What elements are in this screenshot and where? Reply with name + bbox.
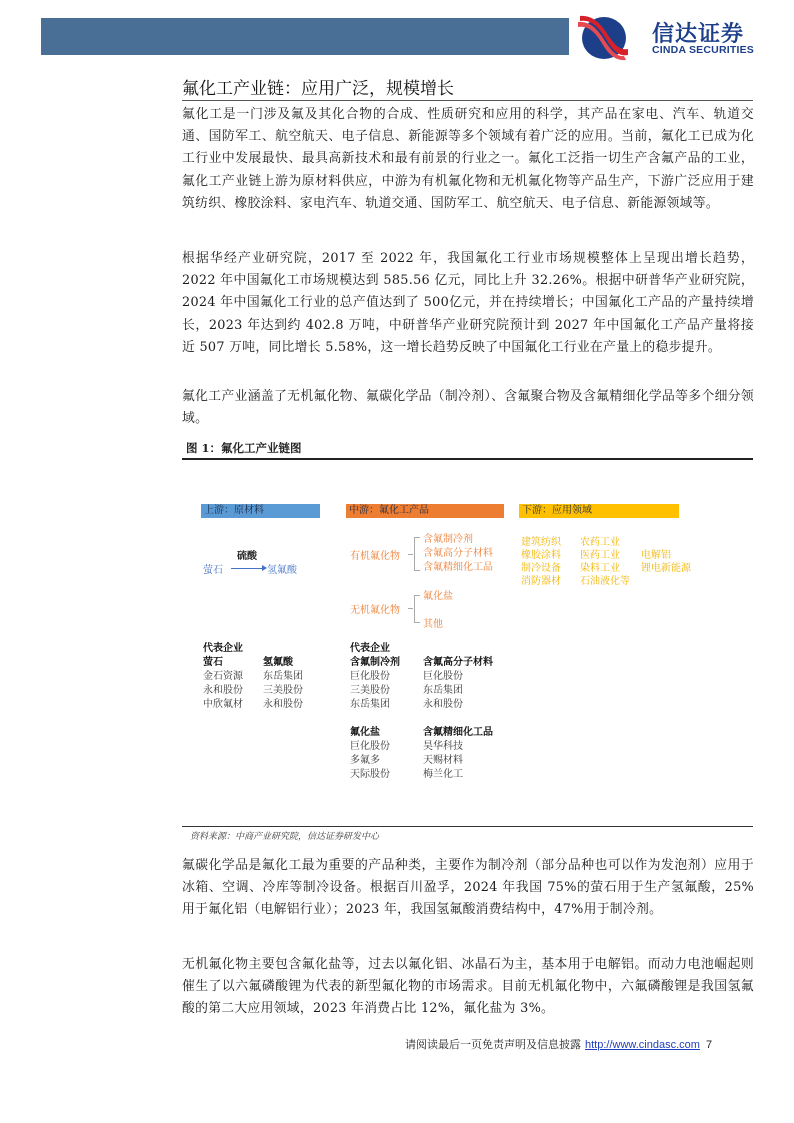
downstream-item: 制冷设备: [521, 563, 561, 574]
company-name: 永和股份: [423, 699, 463, 710]
downstream-item: 农药工业: [580, 537, 620, 548]
paragraph-market-size: 根据华经产业研究院，2017 至 2022 年，我国氟化工行业市场规模整体上呈现出增长趋势，2022 年中国氟化工市场规模达到 585.56 亿元，同比上升 32.26%。根据中研普华产业研究院，2024 年中国氟化工行业的总产值达到了 500亿元，并在持续增长；中国氟化工产品的产量持续增长，2023 年达到约 402.8 万吨，中研普华产业研究院预计到 2027 年中国氟化工产品产量将接近 507 万吨，同比增长 5.58%，这一增长趋势反映了中国氟化工行业在产量上的稳步提升。: [182, 251, 754, 355]
company-name: 三美股份: [350, 685, 390, 696]
logo-english-text: CINDA SECURITIES: [652, 44, 754, 56]
downstream-band: 下游：应用领域: [519, 504, 679, 518]
downstream-item: 橡胶涂料: [521, 550, 561, 561]
inorganic-item: 氟化盐: [423, 591, 453, 602]
industry-chain-diagram: [195, 500, 715, 800]
page-footer: [405, 1036, 712, 1052]
connector: [408, 608, 413, 609]
downstream-item: 石油液化等: [580, 576, 630, 587]
companies-header-upstream: 代表企业: [203, 643, 243, 654]
bracket: [414, 537, 420, 571]
title-divider: [182, 100, 753, 101]
company-name: 金石资源: [203, 671, 243, 682]
company-name: 梅兰化工: [423, 769, 463, 780]
downstream-item: 锂电新能源: [641, 563, 691, 574]
company-column: [423, 656, 493, 712]
cinda-logo-mark-icon: [578, 15, 628, 61]
company-name: 东岳集团: [263, 671, 303, 682]
company-name: 巨化股份: [350, 741, 390, 752]
organic-item: 含氟高分子材料: [423, 548, 493, 559]
company-name: 天赐材料: [423, 755, 463, 766]
companies-header-midstream: 代表企业: [350, 643, 390, 654]
company-name: 巨化股份: [423, 671, 463, 682]
company-name: 永和股份: [263, 699, 303, 710]
company-column-title: 氢氟酸: [263, 657, 293, 668]
company-name: 永和股份: [203, 685, 243, 696]
paragraph-fluorocarbons: 氟碳化学品是氟化工最为重要的产品种类，主要作为制冷剂（部分品种也可以作为发泡剂）应用于冰箱、空调、冷库等制冷设备。根据百川盈孚，2024 年我国 75%的萤石用于生产氢氟酸，25%用于氟化铝（电解铝行业）；2023 年，我国氢氟酸消费结构中，47%用于制冷剂。: [182, 858, 754, 918]
company-column-title: 含氟制冷剂: [350, 657, 400, 668]
company-name: 东岳集团: [350, 699, 390, 710]
downstream-item: 染料工业: [580, 563, 620, 574]
company-column-title: 萤石: [203, 657, 223, 668]
company-column-title: 氟化盐: [350, 727, 380, 738]
paragraph-intro: 氟化工是一门涉及氟及其化合物的合成、性质研究和应用的科学，其产品在家电、汽车、轨道交通、国防军工、航空航天、电子信息、新能源等多个领域有着广泛的应用。当前，氟化工已成为化工行业中发展最快、最具高新技术和最有前景的行业之一。氟化工泛指一切生产含氟产品的工业，氟化工产业链上游为原材料供应，中游为有机氟化物和无机氟化物等产品生产，下游广泛应用于建筑纺织、橡胶涂料、家电汽车、轨道交通、国防军工、航空航天、电子信息、新能源领域等。: [182, 107, 754, 211]
bracket: [414, 595, 420, 623]
company-name: 昊华科技: [423, 741, 463, 752]
downstream-item: 医药工业: [580, 550, 620, 561]
company-column: [350, 656, 400, 712]
downstream-item: 建筑纺织: [521, 537, 561, 548]
company-column: [350, 726, 390, 782]
company-column: [263, 656, 303, 712]
reagent-label: 硫酸: [237, 551, 257, 562]
downstream-item: 消防器材: [521, 576, 561, 587]
page-title: 氟化工产业链：应用广泛，规模增长: [182, 79, 454, 99]
figure-source: 资料来源：中商产业研究院，信达证券研发中心: [190, 832, 380, 842]
company-name: 东岳集团: [423, 685, 463, 696]
midstream-band: 中游：氟化工产品: [346, 504, 504, 518]
company-column: [423, 726, 493, 782]
figure-title: 图 1：氟化工产业链图: [186, 441, 302, 455]
company-name: 三美股份: [263, 685, 303, 696]
company-name: 多氟多: [350, 755, 380, 766]
footer-website-link[interactable]: http://www.cindasc.com: [585, 1039, 700, 1051]
cinda-logo: [578, 15, 768, 61]
source-divider: [182, 826, 753, 827]
company-name: 中欣氟材: [203, 699, 243, 710]
company-name: 巨化股份: [350, 671, 390, 682]
figure-title-divider: [182, 458, 753, 460]
company-column: [203, 656, 243, 712]
inorganic-fluoride-label: 无机氟化物: [350, 605, 400, 616]
arrow-right-icon: [231, 568, 263, 569]
paragraph-inorganic: 无机氟化物主要包含氟化盐等，过去以氟化铝、冰晶石为主，基本用于电解铝。而动力电池崛起则催生了以六氟磷酸锂为代表的新型氟化物的市场需求。目前无机氟化物中，六氟磷酸锂是我国氢氟酸的第二大应用领域，2023 年消费占比 12%，氟化盐为 3%。: [182, 957, 754, 1017]
page-number: 7: [705, 1039, 713, 1051]
upstream-source: 萤石: [203, 565, 223, 576]
upstream-band: 上游：原材料: [201, 504, 320, 518]
organic-item: 含氟制冷剂: [423, 534, 473, 545]
paragraph-segments: 氟化工产业涵盖了无机氟化物、氟碳化学品（制冷剂）、含氟聚合物及含氟精细化学品等多个细分领域。: [182, 389, 754, 427]
footer-disclaimer: 请阅读最后一页免责声明及信息披露: [405, 1038, 581, 1051]
header-bar: [41, 18, 569, 55]
organic-item: 含氟精细化工品: [423, 562, 493, 573]
inorganic-item: 其他: [423, 619, 443, 630]
logo-chinese-text: 信达证券: [652, 22, 745, 47]
company-column-title: 含氟高分子材料: [423, 657, 493, 668]
company-name: 天际股份: [350, 769, 390, 780]
connector: [408, 554, 413, 555]
organic-fluoride-label: 有机氟化物: [350, 551, 400, 562]
downstream-item: 电解铝: [641, 550, 671, 561]
company-column-title: 含氟精细化工品: [423, 727, 493, 738]
upstream-product: 氢氟酸: [267, 565, 297, 576]
